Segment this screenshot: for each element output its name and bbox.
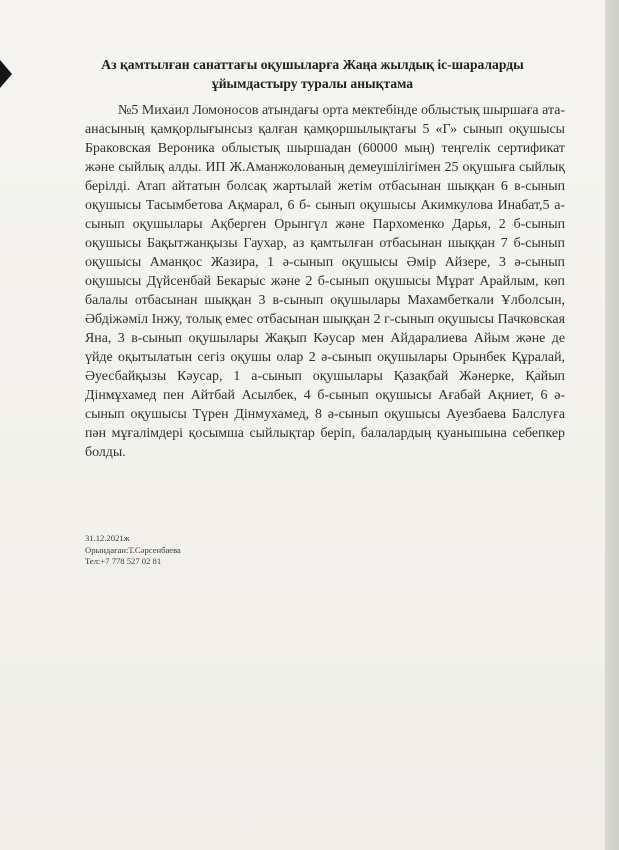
document-body: №5 Михаил Ломоносов атындағы орта мектебінде облыстық шыршаға ата-анасының қамқорлығынсыз қалған қамқоршылықтағы 5 «Г» сынып оқушысы Браковская Вероника облыстық шыршадан (60000 мың) теңгелік сертификат және сыйлық алды. ИП Ж.Аманжолованың демеушілігімен 25 оқушыға сыйлық берілді. Атап айтатын болсақ жартылай жетім отбасынан шыққан 6 в-сынып оқушысы Тасымбетова Ақмарал, 6 б- сынып оқушысы Акимкулова Инабат,5 а-сынып оқушылары Ақберген Орынгүл және Пархоменко Дарья, 2 б-сынып оқушысы Бақытжанқызы Гаухар, аз қамтылған отбасынан шыққан 7 б-сынып оқушысы Аманқос Жазира, 1 ә-сынып оқушысы Әмір Айзере, 3 ә-сынып оқушысы Дүйсенбай Бекарыс және 2 б-сынып оқушысы Мұрат Арайлым, көп балалы отбасынан шыққан 3 в-сынып оқушылары Махамбеткали Ұлболсын, Әбдіжәміл Інжу, толық емес отбасынан шыққан 2 г-сынып оқушысы Пачковская Яна, 3 в-сынып оқушылары Жақып Кәусар мен Айдаралиева Айым және де үйде оқытылатын сегіз оқушы олар 2 ә-сынып оқушылары Орынбек Құралай, Әуесбайқызы Кәусар, 1 а-сынып оқушылары Қазақбай Жәнерке, Қайып Дінмұхамед пен Айтбай Асылбек, 4 б-сынып оқушысы Ағабай Ақниет, 6 ә-сынып оқушысы Түрен Дінмухамед, 8 ә-сынып оқушысы Ауезбаева Балслуға пән мұғалімдері қосымша сыйлықтар беріп, балалардың қуанышына себепкер болды. [85, 103, 565, 460]
footer-phone: Тел:+7 778 527 02 81 [85, 556, 162, 567]
scanner-edge [605, 0, 619, 850]
title-line-2: ұйымдастыру туралы анықтама [211, 75, 414, 91]
document-footer [85, 533, 181, 568]
title-line-1: Аз қамтылған санаттағы оқушыларға Жаңа жылдық іс-шараларды [101, 57, 524, 72]
document-title [60, 56, 565, 93]
scan-edge-mark [0, 60, 12, 88]
footer-author: Орындаған:Т.Сәрсенбаева [85, 544, 181, 555]
footer-date: 31.12.2021ж [85, 533, 130, 543]
